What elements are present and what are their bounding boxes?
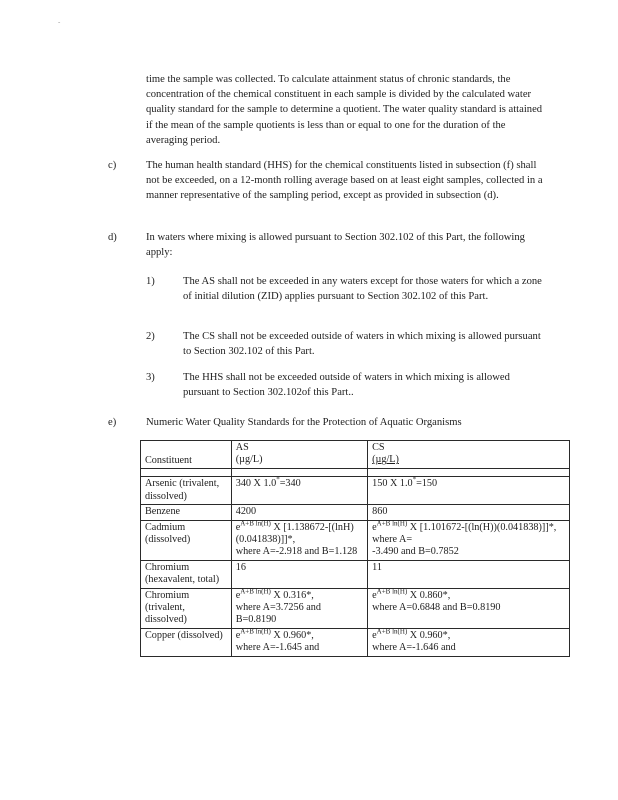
row-cs-value: $e^{A+B ln(H)}$ X 0.960*, where A=-1.646 and [368,628,570,656]
header-constituent-label: Constituent [145,455,192,466]
item-2-label: 2) [146,331,155,342]
header-cs [368,441,570,469]
row-as-value: $e^{A+B ln(H)}$ X 0.960*, where A=-1.645 and [231,628,367,656]
item-3-label: 3) [146,372,155,383]
row-constituent: Copper (dissolved) [141,628,232,656]
row-cs-value: $e^{A+B ln(H)}$ X [1.101672-[(ln(H))(0.041838)]]*, where A= -3.490 and B=0.7852 [368,520,570,560]
row-constituent: Cadmium (dissolved) [141,520,232,560]
table-row [141,628,570,656]
row-constituent: Chromium (trivalent, dissolved) [141,588,232,628]
section-e-label: e) [108,417,117,428]
page-mark: - [58,18,61,26]
header-cs-name: CS [372,442,385,453]
section-c-text: The human health standard (HHS) for the chemical constituents listed in subsection (f) shall not be exceeded, on a 12-month rolling average based on at least eight samples, collected in a manner representative of the sampling period, except as provided in subsection (d). [146,160,543,202]
row-constituent: Benzene [141,505,232,520]
row-as-value: 16 [231,560,367,588]
row-cs-value: 150 X 1.0*=150 [368,477,570,505]
header-cs-unit: (µg/L) [372,454,399,466]
water-quality-standards-table [140,440,570,657]
table-row [141,505,570,520]
intro-paragraph: time the sample was collected. To calculate attainment status of chronic standards, the concentration of the chemical constituent in each sample is divided by the calculated water quality standard for the sample to determine a quotient. The water quality standard is attained if the mean of the sample quotients is less than or equal to one for the duration of the averaging period. [146,74,543,146]
row-cs-value: 860 [368,505,570,520]
item-1-text: The AS shall not be exceeded in any waters except for those waters for which a zone of initial dilution (ZID) applies pursuant to Section 302.102 of this Part. [183,276,542,303]
header-as [231,441,367,469]
table-row [141,588,570,628]
item-2-text: The CS shall not be exceeded outside of waters in which mixing is allowed pursuant to Section 302.102 of this Part. [183,331,541,358]
table-header-row [141,441,570,469]
table-row [141,560,570,588]
section-e-text: Numeric Water Quality Standards for the Protection of Aquatic Organisms [146,417,462,428]
table-row [141,477,570,505]
row-as-value: 4200 [231,505,367,520]
row-as-value: $e^{A+B ln(H)}$ X 0.316*, where A=3.7256 and B=0.8190 [231,588,367,628]
row-as-value: 340 X 1.0*=340 [231,477,367,505]
section-d-text: In waters where mixing is allowed pursuant to Section 302.102 of this Part, the following apply: [146,232,525,259]
row-cs-value: $e^{A+B ln(H)}$ X 0.860*, where A=0.6848 and B=0.8190 [368,588,570,628]
item-1-label: 1) [146,276,155,287]
row-constituent: Chromium (hexavalent, total) [141,560,232,588]
row-constituent: Arsenic (trivalent, dissolved) [141,477,232,505]
row-as-value: $e^{A+B ln(H)}$ X [1.138672-[(lnH)(0.041838)]]*, where A=-2.918 and B=1.128 [231,520,367,560]
section-c-label: c) [108,160,117,171]
row-cs-value: 11 [368,560,570,588]
header-as-unit: (µg/L) [235,454,263,466]
table-row [141,520,570,560]
table-spacer-row [141,469,570,477]
header-constituent [141,441,232,469]
header-as-name: AS [235,442,249,453]
item-3-text: The HHS shall not be exceeded outside of waters in which mixing is allowed pursuant to Section 302.102of this Part.. [183,372,510,399]
section-d-label: d) [108,232,117,243]
